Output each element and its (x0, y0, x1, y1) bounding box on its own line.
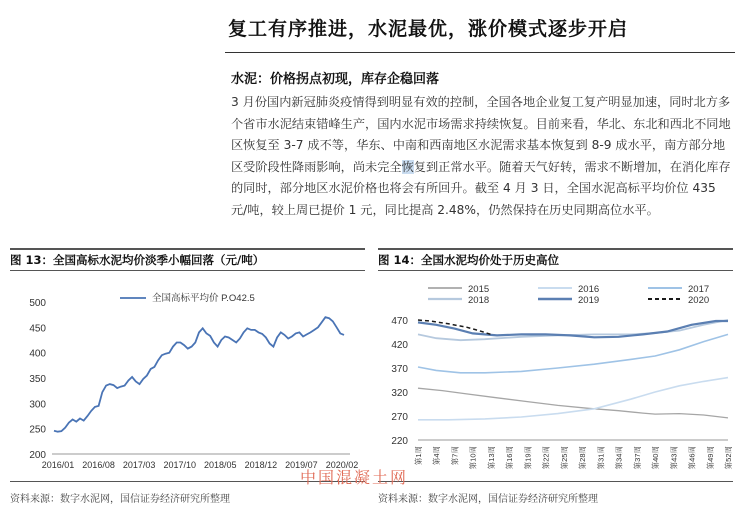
watermark: 中国混凝土网 (300, 468, 409, 487)
x-tick-label: 第1周 (414, 446, 423, 466)
fig13-title-rule (10, 270, 365, 271)
x-tick-label: 第34周 (614, 446, 624, 470)
x-tick-label: 2018/12 (244, 460, 278, 470)
x-tick-label: 第4周 (432, 445, 442, 466)
fig13-line-chart (10, 274, 365, 478)
y-tick-label: 320 (391, 388, 408, 399)
legend-label: 全国高标平均价 P.O42.5 (152, 293, 255, 304)
x-tick-label: 第49周 (705, 446, 715, 470)
x-tick-label: 2020/02 (325, 460, 359, 470)
para-part2: 复到正常水平。随着天气好转，需求不断增加，在消化库存的同时，部分地区水泥价格也将会有所回升。截至 4 月 3 日，全国水泥高标平均价位 435 元/吨，较上周已提价 1 元，同比提高 2.48%，仍然保持在历史同期高位水平。 (231, 159, 731, 217)
y-tick-label: 200 (29, 450, 46, 461)
fig14-top-rule (378, 248, 733, 250)
legend-label-2018: 2018 (468, 295, 490, 306)
y-tick-label: 270 (391, 412, 408, 423)
body-paragraph (231, 92, 731, 221)
legend-label-2016: 2016 (578, 284, 600, 295)
fig13-title: 图 13：全国高标水泥均价淡季小幅回落（元/吨） (10, 253, 265, 267)
y-tick-label: 250 (29, 424, 46, 436)
x-tick-label: 第7周 (450, 446, 460, 466)
series-line-2019 (418, 321, 728, 337)
x-tick-label: 2017/10 (163, 460, 196, 470)
series-line-2015 (418, 388, 728, 418)
x-tick-label: 第13周 (486, 445, 496, 470)
legend-label-2015: 2015 (468, 284, 490, 295)
x-tick-label: 第46周 (687, 445, 697, 470)
x-tick-label: 第40周 (651, 446, 661, 470)
series-line-2020 (418, 320, 491, 334)
series-line-national-avg-price (54, 317, 344, 432)
x-tick-label: 第52周 (724, 446, 733, 470)
section-subtitle: 水泥：价格拐点初现，库存企稳回落 (231, 72, 440, 87)
y-tick-label: 370 (391, 364, 408, 375)
x-tick-label: 2017/03 (122, 460, 156, 470)
x-tick-label: 第31周 (596, 446, 606, 470)
x-tick-label: 第22周 (541, 445, 551, 470)
x-tick-label: 2019/07 (285, 460, 318, 470)
legend-label-2020: 2020 (688, 295, 710, 306)
x-tick-label: 第16周 (505, 446, 515, 470)
x-tick-label: 第28周 (578, 445, 588, 470)
legend-label-2017: 2017 (688, 284, 710, 295)
x-tick-label: 第43周 (669, 446, 679, 470)
fig14-title: 图 14：全国水泥均价处于历史高位 (378, 253, 560, 267)
y-tick-label: 350 (29, 374, 46, 385)
fig14-line-chart (378, 274, 733, 478)
x-tick-label: 2016/01 (41, 460, 75, 470)
y-tick-label: 450 (29, 323, 46, 335)
y-tick-label: 470 (391, 316, 408, 327)
fig13-top-rule (10, 248, 365, 250)
x-tick-label: 第37周 (632, 445, 642, 470)
text-selection-highlight: 恢 (401, 159, 414, 174)
y-tick-label: 420 (391, 340, 408, 351)
y-tick-label: 300 (29, 399, 46, 411)
para-part1: 3 月份国内新冠肺炎疫情得到明显有效的控制，全国各地企业复工复产明显加速，同时北方多个省市水泥结束错峰生产，国内水泥市场需求持续恢复。目前来看，华北、东北和西北不同地区恢复至 3-7 成不等，华东、中南和西南地区水泥需求基本恢复到 8-9 成水平，南方部分地区受阶段性降雨影响，尚未完全 (231, 95, 731, 174)
y-tick-label: 400 (29, 348, 46, 360)
fig14-source: 资料来源：数字水泥网，国信证券经济研究所整理 (378, 494, 598, 505)
fig13-source: 资料来源：数字水泥网，国信证券经济研究所整理 (10, 494, 230, 505)
x-tick-label: 2018/05 (204, 460, 237, 470)
y-tick-label: 220 (391, 436, 408, 447)
page-title: 复工有序推进，水泥最优，涨价模式逐步开启 (228, 18, 629, 40)
fig14-title-rule (378, 270, 733, 271)
legend-label-2019: 2019 (578, 295, 600, 306)
x-tick-label: 第25周 (559, 446, 569, 470)
fig14-bottom-rule (378, 481, 733, 482)
y-tick-label: 500 (29, 298, 46, 309)
x-tick-label: 第19周 (523, 445, 533, 470)
x-tick-label: 第10周 (468, 445, 478, 470)
x-tick-label: 2016/08 (82, 460, 115, 470)
title-rule (225, 52, 735, 53)
